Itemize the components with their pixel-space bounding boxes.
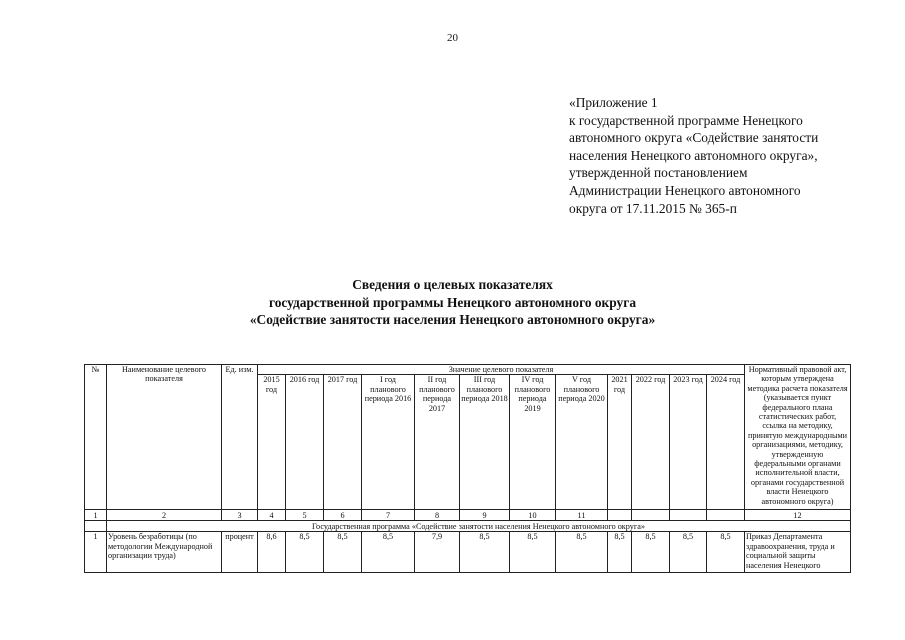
header-name: Наименование целевого показателя: [107, 365, 222, 510]
appendix-line: населения Ненецкого автономного округа»,: [569, 147, 818, 163]
header-year: 2023 год: [670, 375, 707, 510]
row-value: 7,9: [415, 532, 460, 573]
program-row: Государственная программа «Содействие занятости населения Ненецкого автономного округа»: [107, 521, 851, 532]
row-value: 8,6: [258, 532, 286, 573]
column-number: 6: [324, 510, 362, 521]
header-year: II год планового периода 2017: [415, 375, 460, 510]
row-value: 8,5: [670, 532, 707, 573]
row-value: 8,5: [608, 532, 632, 573]
row-num: 1: [85, 532, 107, 573]
appendix-line: Администрации Ненецкого автономного: [569, 182, 801, 198]
program-row-spacer: [85, 521, 107, 532]
appendix-line: автономного округа «Содействие занятости: [569, 130, 819, 146]
column-number: [670, 510, 707, 521]
row-value: 8,5: [286, 532, 324, 573]
header-num: №: [85, 365, 107, 510]
appendix-line: к государственной программе Ненецкого: [569, 112, 803, 128]
column-number: 12: [745, 510, 851, 521]
title-line: «Содействие занятости населения Ненецкого автономного округа»: [249, 312, 656, 327]
column-number: 7: [362, 510, 415, 521]
header-year: IV год планового периода 2019: [510, 375, 556, 510]
column-number: 3: [222, 510, 258, 521]
appendix-note: [569, 94, 889, 217]
header-value-group: Значение целевого показателя: [258, 365, 745, 375]
appendix-line: «Приложение 1: [569, 95, 658, 110]
header-act: Нормативный правовой акт, которым утверждена методика расчета показателя (указывается пункт федерального плана статистических работ, ссылка на методику, принятую международными организациями, методику, утвержденную федеральными органами исполнительной власти, органами государственной власти Ненецкого автономного округа): [745, 365, 851, 510]
row-value: 8,5: [707, 532, 745, 573]
row-unit: процент: [222, 532, 258, 573]
header-year: 2021 год: [608, 375, 632, 510]
page-number: 20: [447, 32, 458, 44]
document-title: [0, 276, 905, 329]
column-number: 1: [85, 510, 107, 521]
row-value: 8,5: [460, 532, 510, 573]
title-line: государственной программы Ненецкого автономного округа: [268, 294, 637, 310]
header-year: 2016 год: [286, 375, 324, 510]
header-year: I год планового периода 2016: [362, 375, 415, 510]
appendix-line: утвержденной постановлением: [569, 165, 748, 181]
appendix-line: округа от 17.11.2015 № 365-п: [569, 200, 737, 216]
title-line: Сведения о целевых показателях: [352, 277, 553, 292]
header-year: 2022 год: [632, 375, 670, 510]
table-row: [85, 532, 851, 573]
header-year: III год планового периода 2018: [460, 375, 510, 510]
column-number: 5: [286, 510, 324, 521]
column-number: 10: [510, 510, 556, 521]
row-name: Уровень безработицы (по методологии Международной организации труда): [107, 532, 222, 573]
row-value: 8,5: [324, 532, 362, 573]
column-number: 2: [107, 510, 222, 521]
indicators-table: [84, 364, 851, 573]
row-value: 8,5: [510, 532, 556, 573]
header-year: 2024 год: [707, 375, 745, 510]
column-number: 9: [460, 510, 510, 521]
column-number: [707, 510, 745, 521]
header-year: 2017 год: [324, 375, 362, 510]
row-value: 8,5: [556, 532, 608, 573]
row-value: 8,5: [362, 532, 415, 573]
header-year: V год планового периода 2020: [556, 375, 608, 510]
column-number: [608, 510, 632, 521]
column-number: 11: [556, 510, 608, 521]
row-act: Приказ Департамента здравоохранения, труда и социальной защиты населения Ненецкого: [745, 532, 851, 573]
column-number: [632, 510, 670, 521]
row-value: 8,5: [632, 532, 670, 573]
column-number: 8: [415, 510, 460, 521]
header-unit: Ед. изм.: [222, 365, 258, 510]
header-year: 2015 год: [258, 375, 286, 510]
column-number: 4: [258, 510, 286, 521]
